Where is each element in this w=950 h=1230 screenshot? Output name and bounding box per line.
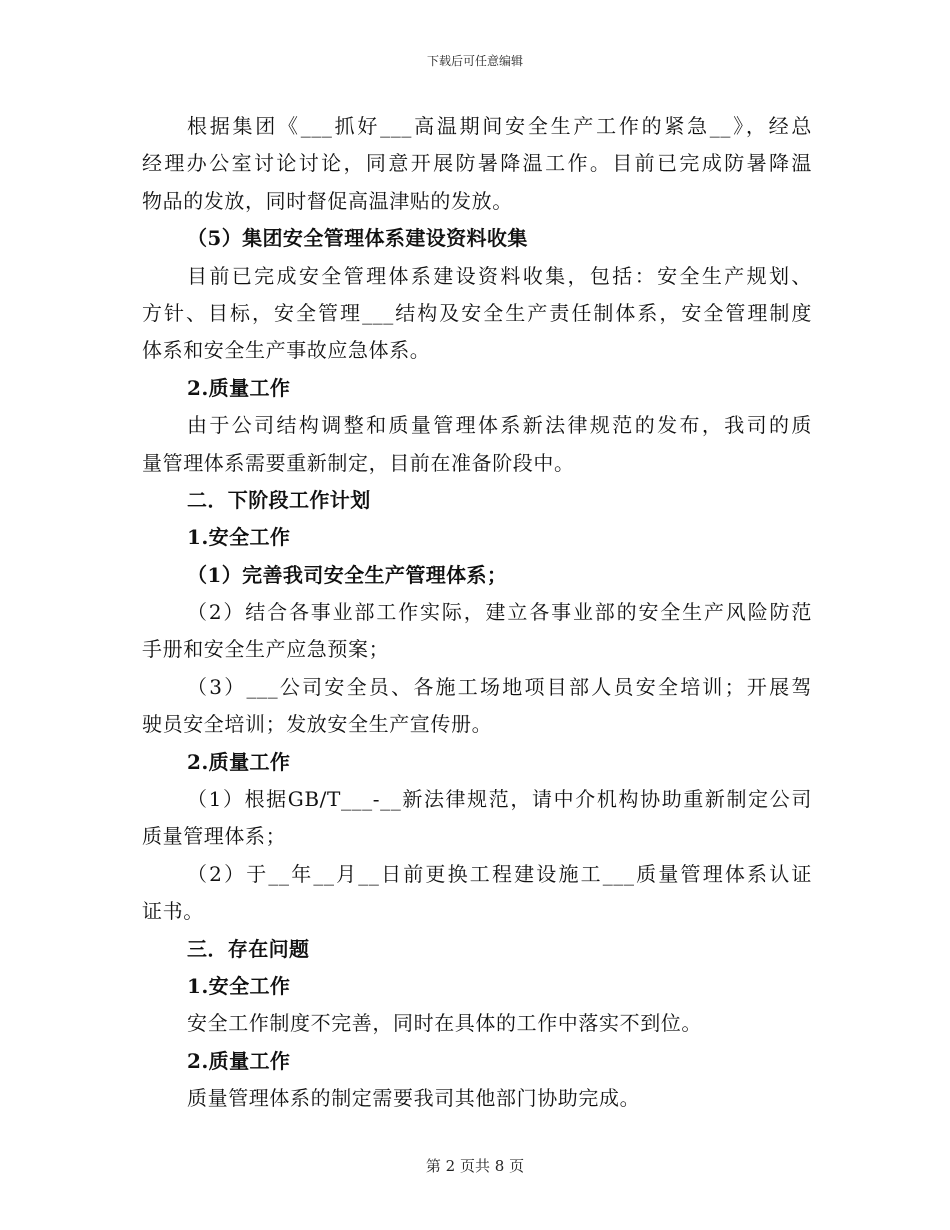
paragraph-line: 质量管理体系； (142, 824, 287, 849)
section-heading: 1.安全工作 (187, 973, 291, 998)
paragraph-line: 质量管理体系的制定需要我司其他部门协助完成。 (187, 1086, 641, 1111)
section-heading: 1.安全工作 (187, 525, 291, 550)
paragraph-line: 手册和安全生产应急预案； (142, 637, 390, 662)
list-item: （1）根据GB/T___-__新法律规范，请中介机构协助重新制定公司 (187, 787, 812, 812)
page-header: 下载后可任意编辑 (426, 54, 523, 68)
list-item: （3）___公司安全员、各施工场地项目部人员安全培训；开展驾 (187, 674, 812, 699)
paragraph-line: 安全工作制度不完善，同时在具体的工作中落实不到位。 (187, 1011, 702, 1036)
section-heading: 三．存在问题 (187, 936, 310, 961)
paragraph-line: 由于公司结构调整和质量管理体系新法律规范的发布，我司的质 (187, 413, 812, 438)
paragraph-line: 物品的发放，同时督促高温津贴的发放。 (142, 188, 513, 213)
section-heading: 2.质量工作 (187, 1048, 291, 1073)
paragraph-line: 证书。 (142, 899, 204, 924)
section-heading: 二．下阶段工作计划 (187, 487, 371, 512)
list-item: （2）于__年__月__日前更换工程建设施工___质量管理体系认证 (187, 861, 812, 886)
paragraph-line: 根据集团《___抓好___高温期间安全生产工作的紧急__》，经总 (187, 114, 812, 138)
paragraph-line: 经理办公室讨论讨论，同意开展防暑降温工作。目前已完成防暑降温 (142, 151, 812, 176)
list-item: （2）结合各事业部工作实际，建立各事业部的安全生产风险防范 (187, 600, 812, 625)
paragraph-line: 方针、目标，安全管理___结构及安全生产责任制体系，安全管理制度 (142, 300, 812, 325)
document-body (142, 108, 812, 1118)
section-heading: 2.质量工作 (187, 749, 291, 774)
section-heading: 2.质量工作 (187, 375, 291, 400)
list-item: （1）完善我司安全生产管理体系； (187, 562, 508, 587)
paragraph-line: 驶员安全培训；发放安全生产宣传册。 (142, 712, 493, 737)
page-number-footer: 第 2 页共 8 页 (425, 1157, 525, 1175)
paragraph-line: 体系和安全生产事故应急体系。 (142, 338, 431, 363)
paragraph-line: 目前已完成安全管理体系建设资料收集，包括：安全生产规划、 (187, 263, 812, 288)
paragraph-line: 量管理体系需要重新制定，目前在准备阶段中。 (142, 450, 575, 475)
section-heading: （5）集团安全管理体系建设资料收集 (187, 226, 528, 251)
